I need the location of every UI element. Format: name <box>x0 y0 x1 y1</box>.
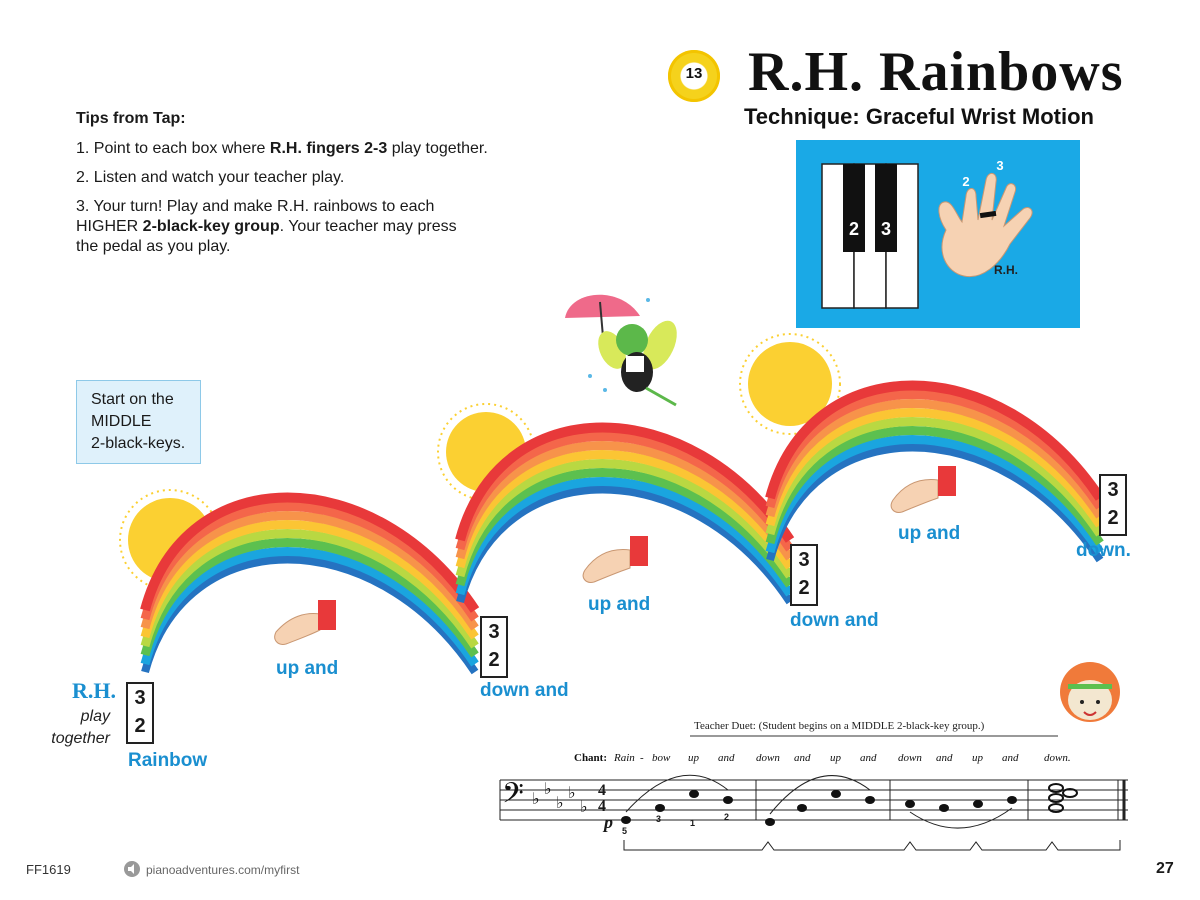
duet-title: Teacher Duet: (Student begins on a MIDDLE 2-black-key group.) <box>694 720 985 732</box>
chant-word: down. <box>1044 752 1071 764</box>
tap-character-icon <box>565 295 684 405</box>
svg-text:♭: ♭ <box>532 789 540 808</box>
hand-icon <box>583 536 648 582</box>
chant-word: and <box>860 752 877 764</box>
tip-2: 2. Listen and watch your teacher play. <box>76 169 345 186</box>
chant-word: and <box>794 752 811 764</box>
label-down-end: down. <box>1076 540 1131 561</box>
svg-text:♭: ♭ <box>580 797 588 816</box>
play-label: play <box>80 708 110 725</box>
chant-word: - <box>640 752 644 764</box>
finger-box-3: 3 2 <box>790 544 818 606</box>
finger-box-4: 3 2 <box>1099 474 1127 536</box>
svg-text:♭: ♭ <box>544 779 552 798</box>
girl-character-icon <box>1060 662 1120 722</box>
hand-icon <box>891 466 956 512</box>
fingering: 2 <box>724 812 730 822</box>
chant-word: and <box>718 752 735 764</box>
finger-box-2: 3 2 <box>480 616 508 678</box>
label-down-and-1: down and <box>480 680 569 701</box>
chant-word: down <box>898 752 922 764</box>
book-code: FF1619 <box>26 862 71 877</box>
website-url: pianoadventures.com/myfirst <box>146 863 300 877</box>
svg-text:𝄢: 𝄢 <box>502 777 524 817</box>
tips-heading: Tips from Tap: <box>76 110 186 127</box>
chant-word: and <box>1002 752 1019 764</box>
label-up-and-3: up and <box>898 523 961 544</box>
chant-word: Rain <box>614 752 635 764</box>
label-up-and-1: up and <box>276 658 339 679</box>
page-subtitle: Technique: Graceful Wrist Motion <box>744 104 1094 129</box>
hand-finger-2-label: 2 <box>962 174 970 189</box>
music-staff <box>500 780 1128 820</box>
tip-3: 3. Your turn! Play and make R.H. rainbows to each HIGHER 2-black-key group. Your teacher may press the pedal as you play. <box>76 198 457 255</box>
hand-label: R.H. <box>994 263 1018 277</box>
pedal-line <box>624 840 1120 850</box>
page-number: 27 <box>1156 860 1174 877</box>
fingering: 5 <box>622 826 628 836</box>
page-title: R.H. Rainbows <box>748 41 1124 103</box>
key-label-3: 3 <box>880 219 892 239</box>
key-label-2: 2 <box>848 219 860 239</box>
svg-text:♭: ♭ <box>556 793 564 812</box>
chant-word: up <box>830 752 841 764</box>
chant-word: and <box>936 752 953 764</box>
rh-label: R.H. <box>72 678 116 703</box>
chant-word: down <box>756 752 780 764</box>
chant-word: up <box>688 752 699 764</box>
rainbow-1 <box>145 498 475 673</box>
label-rainbow: Rainbow <box>128 750 208 771</box>
chant-word: bow <box>652 752 671 764</box>
start-line-2: MIDDLE <box>91 413 152 430</box>
fingering: 1 <box>690 818 696 828</box>
finger-box-1: 3 2 <box>126 682 154 744</box>
chant-word: up <box>972 752 983 764</box>
label-down-and-2: down and <box>790 610 879 631</box>
start-line-3: 2-black-keys. <box>91 435 186 452</box>
together-label: together <box>51 730 110 747</box>
hand-icon <box>275 600 336 644</box>
rainbow-2 <box>460 428 790 603</box>
track-number: 13 <box>685 65 703 82</box>
hand-finger-3-label: 3 <box>996 158 1004 173</box>
start-line-1: Start on the <box>91 391 174 408</box>
bass-clef-icon <box>502 777 524 817</box>
svg-text:♭: ♭ <box>568 783 576 802</box>
label-up-and-2: up and <box>588 594 651 615</box>
time-signature: 4 4 <box>598 782 606 815</box>
chant-label: Chant: <box>574 752 608 764</box>
tip-1: 1. Point to each box where R.H. fingers 2-3 play together. <box>76 140 488 157</box>
fingering: 3 <box>656 814 662 824</box>
speaker-icon <box>124 861 140 877</box>
dynamic-marking: p <box>604 812 613 832</box>
